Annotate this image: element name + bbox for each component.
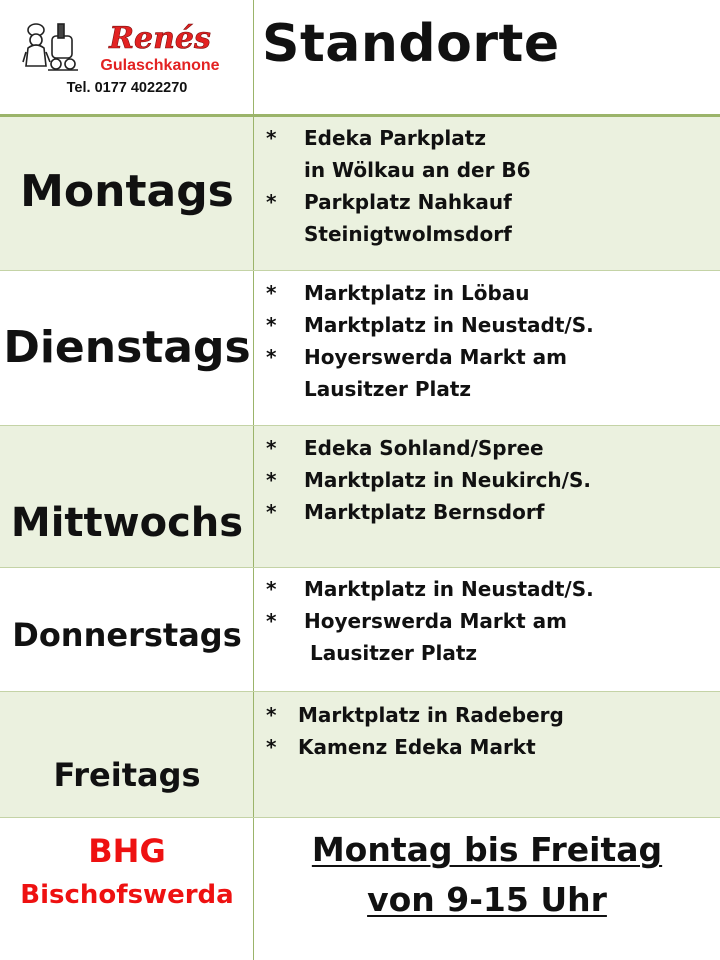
logo [22,18,240,76]
column-divider [253,0,254,960]
location-line: Hoyerswerda Markt am [304,609,567,633]
location-line: in Wölkau an der B6 [304,158,531,182]
logo-subtext: Gulaschkanone [100,57,220,74]
list-item [266,277,594,309]
location-line: Marktplatz in Radeberg [298,703,564,727]
location-line: Parkplatz Nahkauf [304,190,512,214]
list-item [266,573,594,605]
day-label-montags: Montags [20,166,234,217]
location-line: Marktplatz in Neustadt/S. [304,577,594,601]
list-item [266,496,591,528]
location-line: Hoyerswerda Markt am [304,345,567,369]
bullet-star: * [266,577,277,601]
row-divider [0,567,720,568]
location-line: Marktplatz in Löbau [304,281,530,305]
bullet-star: * [266,190,277,214]
location-line: Marktplatz Bernsdorf [304,500,545,524]
location-list-dienstags [266,277,594,405]
bullet-star: * [266,468,277,492]
location-list-donnerstags [266,573,594,669]
location-line: Steinigtwolmsdorf [304,222,512,246]
list-item [266,699,564,731]
day-label-freitags: Freitags [53,756,201,794]
header-divider [0,114,720,117]
bullet-star: * [266,609,277,633]
location-line: Marktplatz in Neukirch/S. [304,468,591,492]
list-item [266,464,591,496]
page-title: Standorte [262,14,560,74]
row-divider [0,691,720,692]
bullet-star: * [266,126,277,150]
list-item [266,341,594,405]
row-divider [0,817,720,818]
day-label-donnerstags: Donnerstags [12,616,242,654]
list-item [266,186,531,250]
bullet-star: * [266,735,277,759]
bullet-star: * [266,281,277,305]
opening-hours: von 9-15 Uhr [367,880,607,919]
bullet-star: * [266,500,277,524]
phone-number: Tel. 0177 4022270 [66,80,188,96]
bullet-star: * [266,703,277,727]
location-line: Edeka Parkplatz [304,126,486,150]
location-list-mittwochs [266,432,591,528]
bullet-star: * [266,313,277,337]
logo-wordmark: Renés [109,21,211,56]
list-item [266,731,564,763]
location-line: Marktplatz in Neustadt/S. [304,313,594,337]
bullet-star: * [266,436,277,460]
list-item [266,122,531,186]
location-list-freitags [266,699,564,763]
list-item [266,605,594,669]
location-line: Kamenz Edeka Markt [298,735,536,759]
day-label-dienstags: Dienstags [3,322,251,373]
opening-days: Montag bis Freitag [311,830,663,869]
bullet-star: * [266,345,277,369]
location-list-montags [266,122,531,250]
row-divider [0,425,720,426]
location-line: Edeka Sohland/Spree [304,436,544,460]
list-item [266,432,591,464]
location-line: Lausitzer Platz [310,641,478,665]
location-line: Lausitzer Platz [304,377,472,401]
chef-cannon-icon [23,24,78,70]
row-divider [0,270,720,271]
bhg-location: Bischofswerda [20,880,234,910]
day-label-mittwochs: Mittwochs [10,500,244,546]
list-item [266,309,594,341]
bhg-label: BHG [88,832,166,870]
